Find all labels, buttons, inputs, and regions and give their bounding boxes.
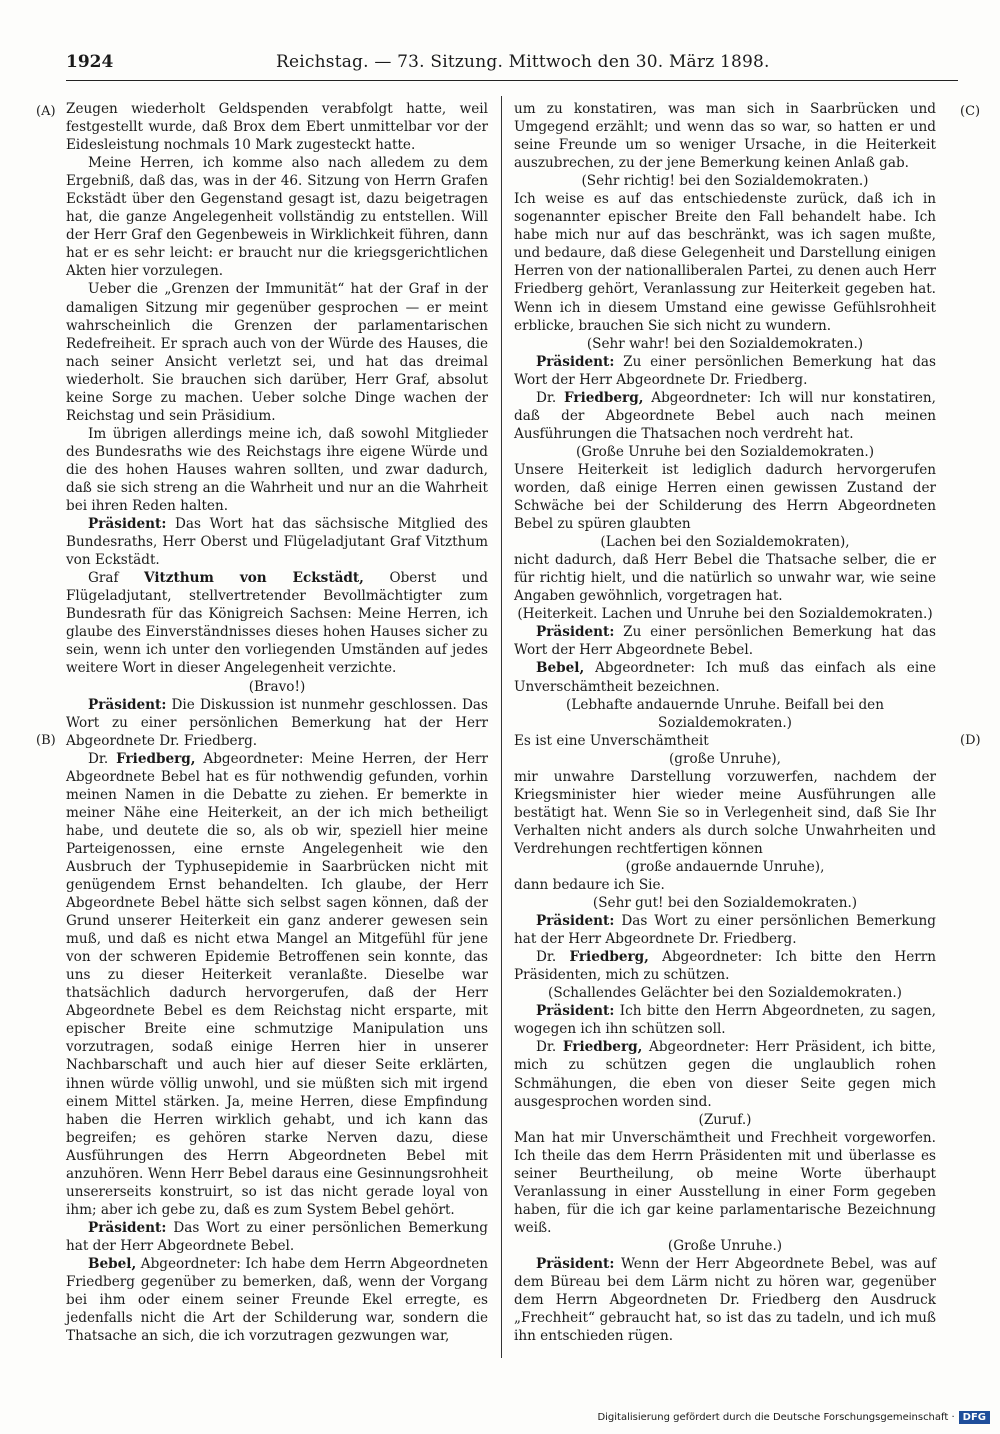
page-header xyxy=(66,50,958,81)
speaker-name: Präsident: xyxy=(536,1256,615,1272)
speaker-name: Präsident: xyxy=(88,696,167,713)
paragraph xyxy=(66,750,488,1219)
speaker-name: Präsident: xyxy=(536,1003,615,1020)
paragraph-text: Abgeordneter: Ich habe dem Herrn Abgeordneten Friedberg gegenüber zu bemerken, daß, wenn der Vorgang bei ihm oder einem seiner Freunde Ekel erregte, es jedenfalls nicht die Art der Schilderung war, sondern die Thatsache an sich, die ich vorzutragen gezwungen war, xyxy=(66,1256,489,1345)
speaker-title: Dr. xyxy=(536,949,557,966)
paragraph xyxy=(514,659,936,695)
paragraph xyxy=(66,1219,488,1255)
paragraph-text: Das Wort zu einer persönlichen Bemerkung hat der Herr Abgeordnete Bebel. xyxy=(66,1219,489,1254)
paragraph-text: Im übrigen allerdings meine ich, daß sowohl Mitglieder des Bundesraths wie des Reichstags ihre eigene Würde und die des hohen Hauses wahren sollten, und zwar dadurch, daß sie sich streng an die Wahrheit und nur an die Wahrheit bei ihren Reden halten. xyxy=(66,425,488,515)
stage-direction: (Bravo!) xyxy=(248,678,306,695)
speaker-name: Bebel, xyxy=(536,660,585,677)
speaker-title: Dr. xyxy=(88,750,109,767)
speaker-name: Friedberg, xyxy=(564,389,644,406)
speaker-title: Dr. xyxy=(536,389,557,406)
paragraph xyxy=(514,389,936,443)
stage-direction: (Große Unruhe.) xyxy=(667,1237,783,1254)
paragraph xyxy=(514,876,936,894)
stage-direction: (Sehr wahr! bei den Sozialdemokraten.) xyxy=(586,335,864,352)
paragraph xyxy=(66,280,488,424)
footer-credit: Digitalisierung gefördert durch die Deutsche Forschungsgemeinschaft · xyxy=(597,1411,955,1423)
speaker-title: Dr. xyxy=(536,1039,557,1056)
stage-direction: (Große Unruhe bei den Sozialdemokraten.) xyxy=(575,443,875,460)
left-column xyxy=(66,100,488,1345)
stage-direction: (Zuruf.) xyxy=(698,1111,752,1128)
paragraph xyxy=(514,551,936,605)
stage-direction: (Schallendes Gelächter bei den Sozialdemokraten.) xyxy=(548,985,902,1002)
speaker-name: Bebel, xyxy=(88,1256,137,1272)
paragraph-text: Das Wort hat das sächsische Mitglied des Bundesraths, Herr Oberst und Flügeladjutant Graf Vitzthum von Eckstädt. xyxy=(66,516,488,569)
paragraph-text: Abgeordneter: Ich bitte den Herrn Präsidenten, mich zu schützen. xyxy=(514,949,936,984)
running-head: Reichstag. — 73. Sitzung. Mittwoch den 30. März 1898. xyxy=(276,52,770,72)
margin-letter-a: (A) xyxy=(36,104,56,119)
paragraph xyxy=(514,190,936,334)
stage-direction: (Lebhafte andauernde Unruhe. Beifall bei den Sozialdemokraten.) xyxy=(566,696,884,731)
column-divider xyxy=(501,96,502,1358)
paragraph-text: Ich bitte den Herrn Abgeordneten, zu sagen, wogegen ich ihn schützen soll. xyxy=(514,1003,936,1038)
paragraph xyxy=(66,100,488,154)
paragraph xyxy=(66,569,488,677)
margin-letter-c: (C) xyxy=(960,104,981,119)
paragraph xyxy=(514,100,936,172)
paragraph-text: Wenn der Herr Abgeordnete Bebel, was auf dem Büreau bei dem Lärm nicht zu hören war, gegenüber dem Herrn Abgeordneten Dr. Friedberg den Ausdruck „Frechheit“ gebraucht hat, so ist das zu tadeln, und ich muß ihn entschieden rügen. xyxy=(514,1256,937,1345)
paragraph-text: Zu einer persönlichen Bemerkung hat das Wort der Herr Abgeordnete Dr. Friedberg. xyxy=(514,353,936,388)
paragraph xyxy=(514,461,936,533)
speaker-name: Friedberg, xyxy=(569,949,649,966)
paragraph-text: Zu einer persönlichen Bemerkung hat das Wort der Herr Abgeordnete Bebel. xyxy=(514,624,936,659)
paragraph-text: Abgeordneter: Ich muß das einfach als eine Unverschämtheit bezeichnen. xyxy=(514,660,936,695)
paragraph-text: Die Diskussion ist nunmehr geschlossen. Das Wort zu einer persönlichen Bemerkung hat der Herr Abgeordnete Dr. Friedberg. xyxy=(66,696,488,749)
paragraph xyxy=(514,1038,936,1110)
paragraph-text: Zeugen wiederholt Geldspenden verabfolgt hatte, weil festgestellt wurde, daß Brox dem Ebert unmittelbar vor der Eidesleistung nochmals 10 Mark zugesteckt hatte. xyxy=(66,101,488,154)
paragraph xyxy=(514,768,936,858)
paragraph xyxy=(514,353,936,389)
stage-direction: (Sehr richtig! bei den Sozialdemokraten.) xyxy=(581,173,869,190)
paragraph-text: Ich weise es auf das entschiedenste zurück, daß ich in sogenannter epischer Breite den Fall behandelt habe. Ich habe mich nur auf das beschränkt, was ich sagen mußte, und bedaure, daß diese Gelegenheit und Darstellung einigen Herren von der nationalliberalen Partei, zu denen auch Herr Friedberg gehört, Veranlassung zur Heiterkeit gegeben hat. Wenn ich in diesem Umstand eine gewisse Gefühlsrohheit erblicke, brauchen Sie sich nicht zu wundern. xyxy=(514,191,936,334)
paragraph-text: dann bedaure ich Sie. xyxy=(514,877,665,894)
paragraph-text: mir unwahre Darstellung vorzuwerfen, nachdem der Kriegsminister hier wieder meine Ausführungen alle bestätigt hat. Wenn Sie so in Verlegenheit sind, daß Sie Ihr Verhalten nicht anders als durch solche Unwahrheiten und Verdrehungen rechtfertigen können xyxy=(514,768,936,857)
speaker-name: Präsident: xyxy=(536,913,615,930)
margin-letter-d: (D) xyxy=(960,733,981,748)
paragraph-text: Oberst und Flügeladjutant, stellvertretender Bevollmächtigter zum Bundesrath für das Königreich Sachsen: Meine Herren, ich glaube des Einverständnisses dieses hohen Hauses sicher zu sein, wenn ich unter den vorliegenden Umständen auf jedes weitere Wort in dieser Angelegenheit verzichte. xyxy=(66,570,488,677)
paragraph xyxy=(66,154,488,280)
speaker-name: Präsident: xyxy=(536,624,615,641)
footer xyxy=(597,1408,990,1426)
stage-direction: (große andauernde Unruhe), xyxy=(625,858,825,875)
page-number: 1924 xyxy=(66,52,114,72)
stage-direction: (Lachen bei den Sozialdemokraten), xyxy=(600,534,850,551)
paragraph xyxy=(66,696,488,750)
paragraph-text: Das Wort zu einer persönlichen Bemerkung hat der Herr Abgeordnete Dr. Friedberg. xyxy=(514,913,937,948)
speaker-name: Präsident: xyxy=(88,1219,167,1236)
paragraph xyxy=(514,1129,936,1237)
paragraph-text: Ueber die „Grenzen der Immunität“ hat der Graf in der damaligen Sitzung mir gegenüber gesprochen — er meint wahrscheinlich die Grenzen der parlamentarischen Redefreiheit. Er sprach auch von der Würde des Hauses, die nach seiner Ansicht verletzt sei, und hat das dreimal wiederholt. Sie brauchen sich darüber, Herr Graf, absolut keine Sorge zu machen. Ueber solche Dinge wachen der Reichstag und sein Präsidium. xyxy=(66,281,488,424)
speaker-name: Friedberg, xyxy=(562,1039,643,1056)
paragraph-text: Meine Herren, ich komme also nach alledem zu dem Ergebniß, daß das, was in der 46. Sitzung von Herrn Grafen Eckstädt über den Gegenstand gesagt ist, dazu beigetragen hat, die ganze Angelegenheit vollständig zu entstellen. Will der Herr Graf den Gegenbeweis in Wirklichkeit führen, dann hat er es sehr leicht: er braucht nur die kriegsgerichtlichen Akten hier vorzulegen. xyxy=(66,155,488,280)
paragraph-text: um zu konstatiren, was man sich in Saarbrücken und Umgegend erzählt; und wenn das so war, so hatten er und seine Freunde um so weniger Ursache, in die Heiterkeit auszubrechen, zu der jene Bemerkung keinen Anlaß gab. xyxy=(514,101,936,172)
paragraph xyxy=(514,623,936,659)
dfg-logo: DFG xyxy=(959,1411,990,1424)
paragraph-text: Abgeordneter: Ich will nur konstatiren, daß der Abgeordnete Bebel auch nach meinen Ausführungen die Thatsachen noch verdreht hat. xyxy=(514,389,936,442)
paragraph-text: Man hat mir Unverschämtheit und Frechheit vorgeworfen. Ich theile das dem Herrn Präsidenten mit und überlasse es seiner Beurtheilung, ob meine Worte überhaupt Veranlassung in einer Ausstellung in einer Form gegeben haben, für die ich gar keine parlamentarische Bezeichnung weiß. xyxy=(514,1129,936,1236)
paragraph-text: Unsere Heiterkeit ist lediglich dadurch hervorgerufen worden, daß einige Herren einen gewissen Zustand der Schwäche bei der Schilderung des Herrn Abgeordneten Bebel zu spüren glaubten xyxy=(514,461,936,533)
right-column xyxy=(514,100,936,1345)
speaker-name: Präsident: xyxy=(88,516,167,533)
speaker-name: Vitzthum von Eckstädt, xyxy=(144,570,364,587)
paragraph xyxy=(514,1255,936,1345)
paragraph-text: Abgeordneter: Meine Herren, der Herr Abgeordnete Bebel hat es für nothwendig gefunden, vorhin meinen Namen in die Debatte zu ziehen. Er bemerkte in meiner Nähe eine Heiterkeit, an der ich mich betheiligt habe, und deutete die so, als ob wir, speziell hier meine Parteigenossen, eine ernste Angelegenheit wie den Ausbruch der Typhusepidemie in Saarbrücken nicht mit genügendem Ernst behandelten. Ich glaube, der Herr Abgeordnete Bebel hätte sich selbst sagen können, daß der Grund unserer Heiterkeit ein ganz anderer gewesen sein muß, und daß es nicht etwa Mangel an Mitgefühl für jene von der schweren Epidemie Betroffenen sein konnte, das uns zu dieser Heiterkeit veranlaßte. Dieselbe war thatsächlich dadurch hervorgerufen, daß der Herr Abgeordnete Bebel es dem Reichstag nicht ersparte, mit epischer Breite eine schmutzige Manipulation uns vorzutragen, sodaß einige Herren hier in unserer Nachbarschaft und auch hier auf dieser Seite erklärten, ihnen würde völlig unwohl, und sie müßten sich mit irgend einem Mittel stärken. Ja, meine Herren, diese Empfindung haben die Herren wirklich gehabt, und ich kann das begreifen; es gehören starke Nerven dazu, diese Ausführungen des Herrn Abgeordneten Bebel mit anzuhören. Wenn Herr Bebel daraus eine Gesinnungsrohheit unsererseits konstruirt, so ist das nicht gerade loyal von ihm; aber ich gebe zu, daß es zum System Bebel gehört. xyxy=(66,750,489,1218)
paragraph-text: nicht dadurch, daß Herr Bebel die Thatsache selber, die er für richtig hielt, und die natürlich so unwahr war, wie seine Angaben gewöhnlich, vorgetragen hat. xyxy=(514,552,936,605)
speaker-name: Präsident: xyxy=(536,353,615,370)
paragraph xyxy=(66,515,488,569)
paragraph xyxy=(66,1255,488,1345)
stage-direction: (große Unruhe), xyxy=(668,750,782,767)
stage-direction: (Sehr gut! bei den Sozialdemokraten.) xyxy=(592,895,858,912)
paragraph xyxy=(514,912,936,948)
paragraph-text: Abgeordneter: Herr Präsident, ich bitte, mich zu schützen gegen die unglaublich rohen Schmähungen, die eben von dieser Seite gegen mich ausgesprochen worden sind. xyxy=(514,1039,937,1110)
paragraph-text: Es ist eine Unverschämtheit xyxy=(514,732,709,749)
stage-direction: (Heiterkeit. Lachen und Unruhe bei den Sozialdemokraten.) xyxy=(517,606,933,623)
paragraph xyxy=(66,425,488,515)
margin-letter-b: (B) xyxy=(36,733,56,748)
paragraph xyxy=(514,1002,936,1038)
paragraph xyxy=(514,732,936,750)
speaker-title: Graf xyxy=(88,570,119,587)
paragraph xyxy=(514,948,936,984)
speaker-name: Friedberg, xyxy=(116,750,196,767)
